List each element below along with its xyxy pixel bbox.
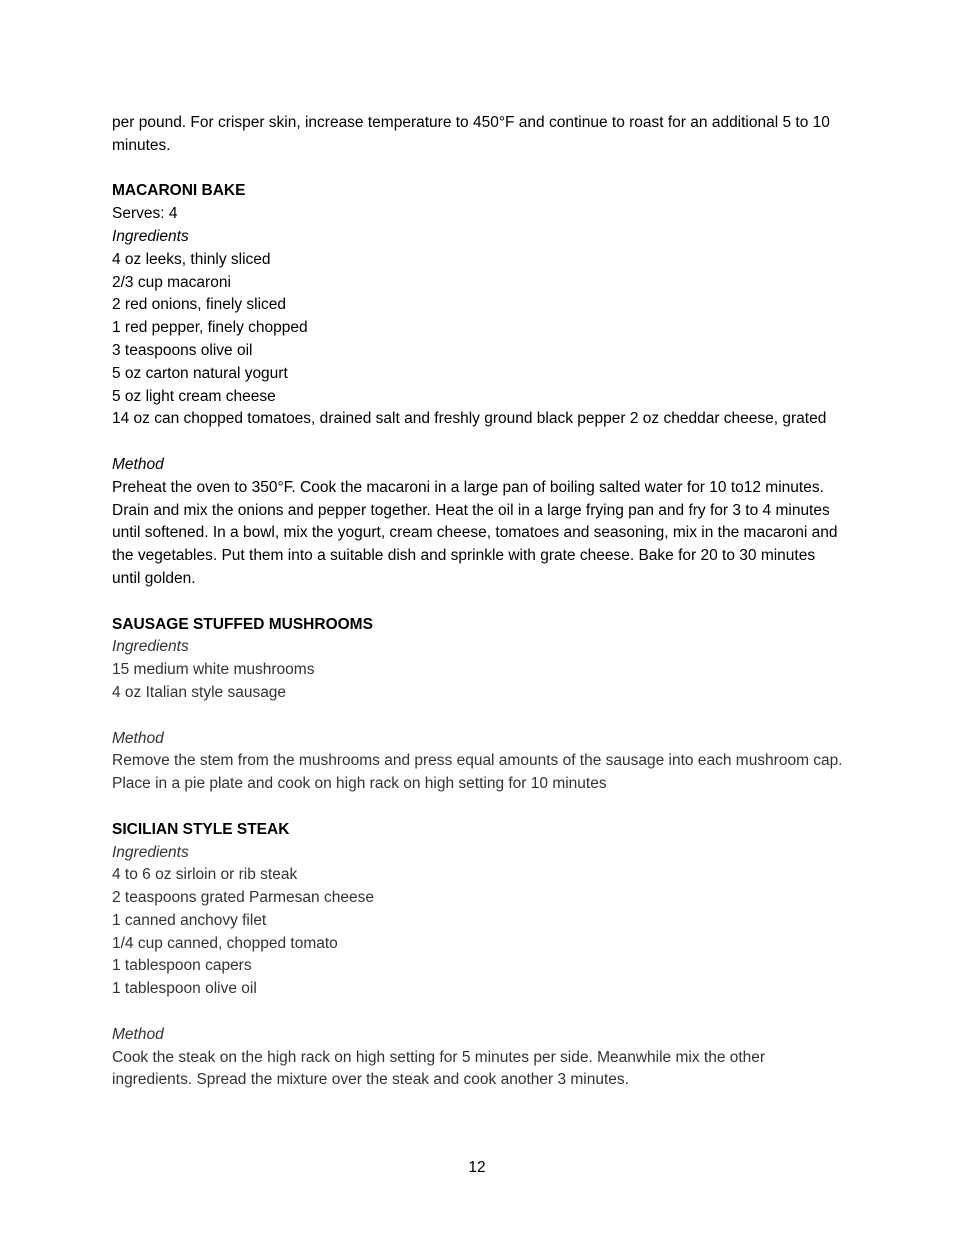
ingredient-item: 1/4 cup canned, chopped tomato	[112, 934, 338, 952]
spacer	[112, 591, 847, 614]
method-label: Method	[112, 455, 164, 473]
ingredient-item: 15 medium white mushrooms	[112, 661, 315, 679]
recipe-title: MACARONI BAKE	[112, 182, 246, 200]
spacer	[112, 705, 847, 728]
spacer	[112, 158, 847, 181]
intro-paragraph: per pound. For crisper skin, increase temperature to 450°F and continue to roast for an additional 5 to 10 minutes.	[112, 114, 830, 154]
ingredient-item: 1 tablespoon olive oil	[112, 980, 257, 998]
ingredient-item: 2 teaspoons grated Parmesan cheese	[112, 889, 374, 907]
method-text: Cook the steak on the high rack on high setting for 5 minutes per side. Meanwhile mix the other ingredients. Spread the mixture over the steak and cook another 3 minutes.	[112, 1048, 766, 1089]
ingredient-item: 4 oz leeks, thinly sliced	[112, 250, 271, 268]
document-page	[112, 112, 847, 1092]
spacer	[112, 796, 847, 819]
ingredient-item: 2/3 cup macaroni	[112, 273, 231, 291]
ingredient-item: 1 canned anchovy filet	[112, 911, 267, 929]
recipe-sicilian-style-steak	[112, 819, 847, 1093]
recipe-macaroni-bake	[112, 180, 847, 590]
recipe-serves: Serves: 4	[112, 205, 178, 223]
ingredient-item: 1 tablespoon capers	[112, 957, 252, 975]
ingredients-label: Ingredients	[112, 638, 189, 656]
recipe-title: SAUSAGE STUFFED MUSHROOMS	[112, 615, 373, 633]
method-label: Method	[112, 729, 164, 747]
spacer	[112, 1001, 847, 1024]
ingredient-item: 5 oz carton natural yogurt	[112, 364, 288, 382]
method-text: Preheat the oven to 350°F. Cook the macaroni in a large pan of boiling salted water for 10 to12 minutes. Drain and mix the onions and pepper together. Heat the oil in a large frying pan and fry for 3 to 4 minutes until softened. In a bowl, mix the yogurt, cream cheese, tomatoes and seasoning, mix in the macaroni and the vegetables. Put them into a suitable dish and sprinkle with grate cheese. Bake for 20 to 30 minutes until golden.	[112, 478, 838, 587]
method-label: Method	[112, 1025, 164, 1043]
method-text: Remove the stem from the mushrooms and press equal amounts of the sausage into each mushroom cap. Place in a pie plate and cook on high rack on high setting for 10 minutes	[112, 752, 843, 793]
spacer	[112, 431, 847, 454]
ingredient-item: 4 oz Italian style sausage	[112, 683, 287, 701]
ingredients-label: Ingredients	[112, 843, 189, 861]
page-number: 12	[468, 1159, 486, 1176]
recipe-sausage-stuffed-mushrooms	[112, 614, 847, 796]
ingredient-item: 3 teaspoons olive oil	[112, 341, 253, 359]
ingredient-item: 14 oz can chopped tomatoes, drained salt and freshly ground black pepper 2 oz cheddar cheese, grated	[112, 410, 827, 428]
ingredients-label: Ingredients	[112, 227, 189, 245]
recipe-title: SICILIAN STYLE STEAK	[112, 820, 290, 838]
ingredient-item: 1 red pepper, finely chopped	[112, 319, 308, 337]
ingredient-item: 2 red onions, finely sliced	[112, 296, 287, 314]
ingredient-item: 5 oz light cream cheese	[112, 387, 276, 405]
ingredient-item: 4 to 6 oz sirloin or rib steak	[112, 866, 298, 884]
